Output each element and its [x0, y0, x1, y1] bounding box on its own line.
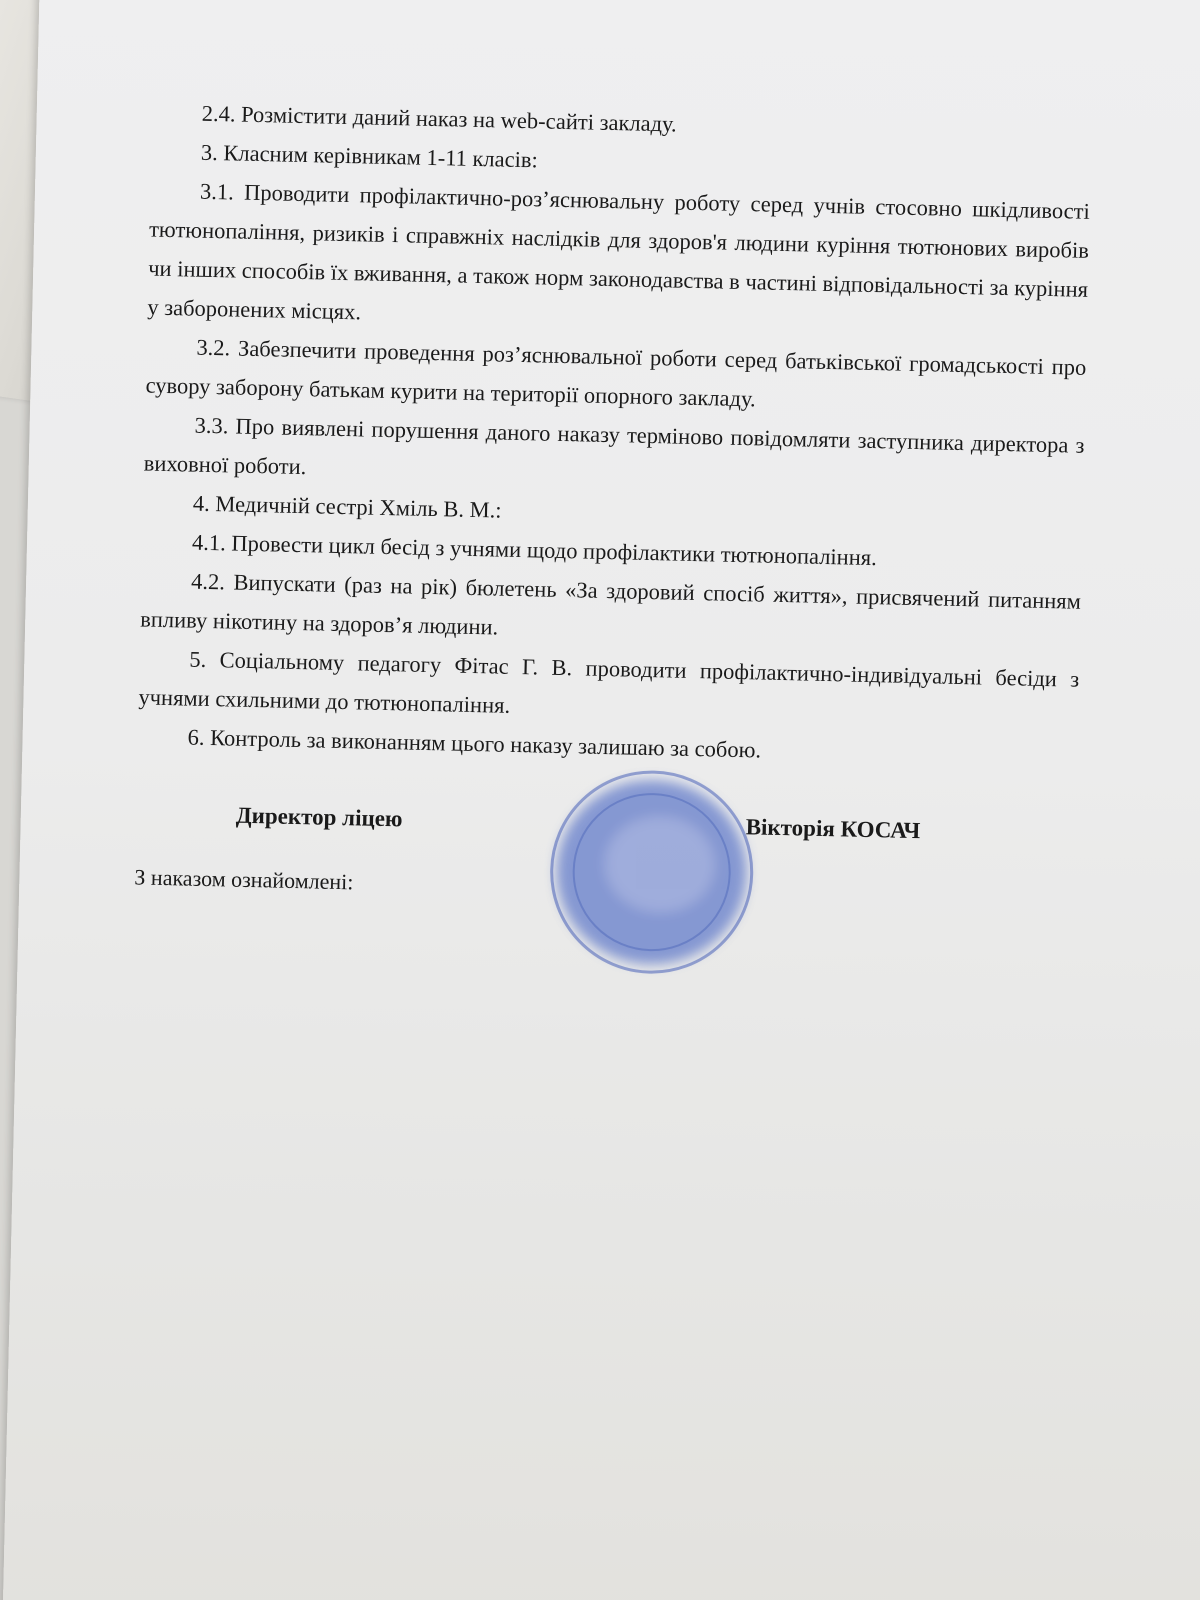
- signatory-name: Вікторія КОСАЧ: [745, 814, 921, 844]
- paragraph-3-3: 3.3. Про виявлені порушення даного наказу терміново повідомляти заступника директора з виховної роботи.: [143, 412, 1085, 480]
- acquainted-label: З наказом ознайомлені:: [134, 864, 354, 895]
- paragraph-4-2: 4.2. Випускати (раз на рік) бюлетень «За здоровий спосіб життя», присвячений питанням впливу нікотину на здоров’я людини.: [140, 568, 1082, 640]
- paragraph-6: 6. Контроль за виконанням цього наказу залишаю за собою.: [187, 724, 762, 763]
- paragraph-5: 5. Соціальному педагогу Фітас Г. В. проводити профілактично-індивідуальні бесіди з учнями схильними до тютюнопаління.: [138, 646, 1080, 718]
- signatory-title: Директор ліцею: [235, 802, 403, 832]
- paragraph-3-2: 3.2. Забезпечити проведення роз’яснювальної роботи серед батьківської громадськості про сувору заборону батькам курити на території опорного закладу.: [145, 334, 1087, 412]
- official-stamp-icon: [537, 752, 772, 987]
- document-page: [2, 0, 1200, 1600]
- paragraph-3-1: 3.1. Проводити профілактично-роз’яснювальну роботу серед учнів стосовно шкідливості тютюнопаління, ризиків і справжніх наслідків для здоров'я людини куріння тютюнових виробів чи інших способів їх вживання, а також норм законодавства в частині відповідальності за куріння у заборонених місцях.: [147, 178, 1091, 325]
- paragraph-4-1: 4.1. Провести цикл бесід з учнями щодо профілактики тютюнопаління.: [191, 529, 878, 571]
- paragraph-2-4: 2.4. Розмістити даний наказ на web-сайті закладу.: [201, 100, 677, 137]
- paragraph-4: 4. Медичній сестрі Хміль В. М.:: [192, 490, 502, 523]
- paragraph-3: 3. Класним керівникам 1-11 класів:: [200, 139, 539, 173]
